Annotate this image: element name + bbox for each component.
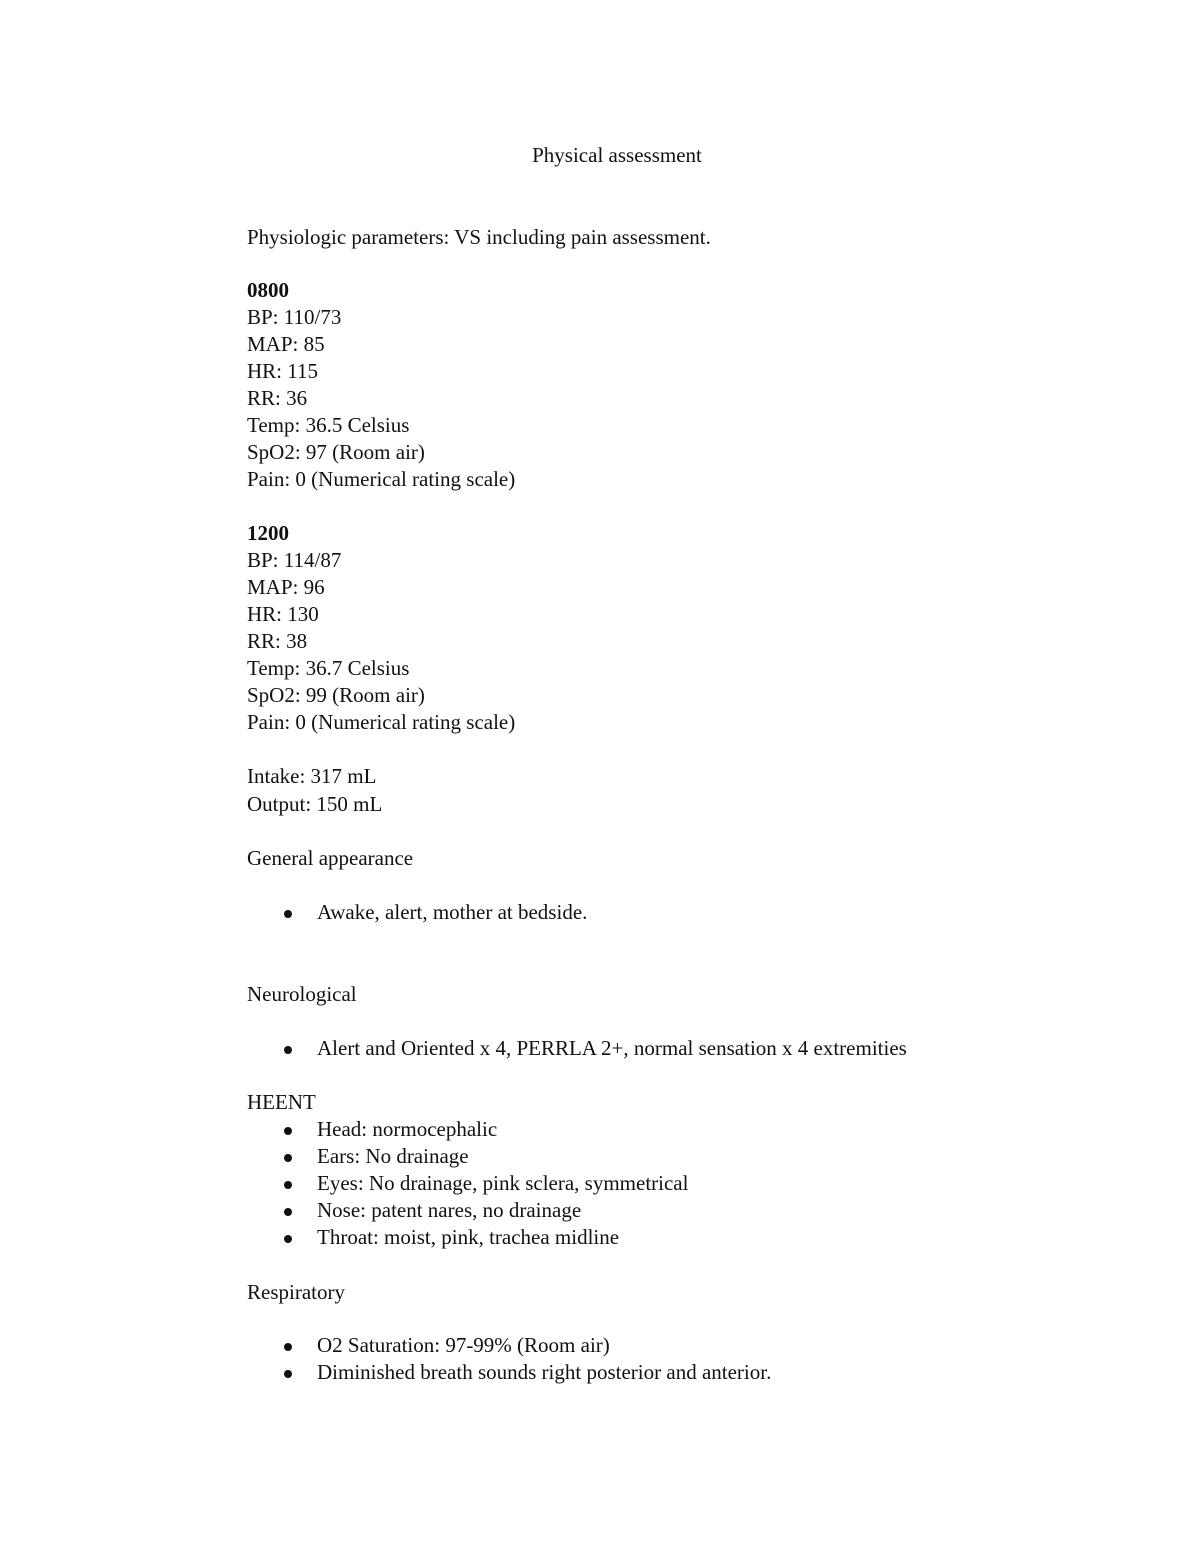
bullet-icon xyxy=(284,1343,292,1351)
respiratory-breath-sounds: Diminished breath sounds right posterior and anterior. xyxy=(317,1360,772,1384)
bullet-icon xyxy=(284,910,292,918)
heent-eyes: Eyes: No drainage, pink sclera, symmetrical xyxy=(317,1171,689,1195)
bullet-icon xyxy=(284,1370,292,1378)
heent-ears: Ears: No drainage xyxy=(317,1144,469,1168)
vitals-1200-temp: Temp: 36.7 Celsius xyxy=(247,656,410,680)
bullet-icon xyxy=(284,1235,292,1243)
intake-text: Intake: 317 mL xyxy=(247,764,377,788)
vitals-0800-list xyxy=(247,304,515,493)
page-title: Physical assessment xyxy=(532,143,702,167)
vitals-1200-pain: Pain: 0 (Numerical rating scale) xyxy=(247,710,516,734)
output-text: Output: 150 mL xyxy=(247,792,383,816)
general-item: Awake, alert, mother at bedside. xyxy=(317,900,588,924)
respiratory-heading: Respiratory xyxy=(247,1280,345,1304)
vitals-0800-rr: RR: 36 xyxy=(247,386,308,410)
heent-throat: Throat: moist, pink, trachea midline xyxy=(317,1225,620,1249)
vitals-0800-map: MAP: 85 xyxy=(247,332,325,356)
vitals-0800-heading: 0800 xyxy=(247,278,289,302)
vitals-1200-hr: HR: 130 xyxy=(247,602,319,626)
respiratory-saturation: O2 Saturation: 97-99% (Room air) xyxy=(317,1333,610,1357)
neuro-item: Alert and Oriented x 4, PERRLA 2+, normal sensation x 4 extremities xyxy=(317,1036,907,1060)
vitals-1200-heading: 1200 xyxy=(247,521,289,545)
vitals-0800-pain: Pain: 0 (Numerical rating scale) xyxy=(247,467,516,491)
bullet-icon xyxy=(284,1127,292,1135)
vitals-0800-spo2: SpO2: 97 (Room air) xyxy=(247,440,425,464)
neuro-heading: Neurological xyxy=(247,982,357,1006)
vitals-0800-bp: BP: 110/73 xyxy=(247,305,342,329)
bullet-icon xyxy=(284,1208,292,1216)
intro-text: Physiologic parameters: VS including pain assessment. xyxy=(247,225,711,249)
heent-heading: HEENT xyxy=(247,1090,316,1114)
heent-head: Head: normocephalic xyxy=(317,1117,498,1141)
vitals-1200-spo2: SpO2: 99 (Room air) xyxy=(247,683,425,707)
vitals-0800-temp: Temp: 36.5 Celsius xyxy=(247,413,410,437)
heent-nose: Nose: patent nares, no drainage xyxy=(317,1198,582,1222)
vitals-1200-rr: RR: 38 xyxy=(247,629,308,653)
general-heading: General appearance xyxy=(247,846,414,870)
vitals-1200-list xyxy=(247,547,515,736)
vitals-0800-hr: HR: 115 xyxy=(247,359,318,383)
bullet-icon xyxy=(284,1154,292,1162)
vitals-1200-bp: BP: 114/87 xyxy=(247,548,342,572)
bullet-icon xyxy=(284,1181,292,1189)
bullet-icon xyxy=(284,1046,292,1054)
vitals-1200-map: MAP: 96 xyxy=(247,575,325,599)
